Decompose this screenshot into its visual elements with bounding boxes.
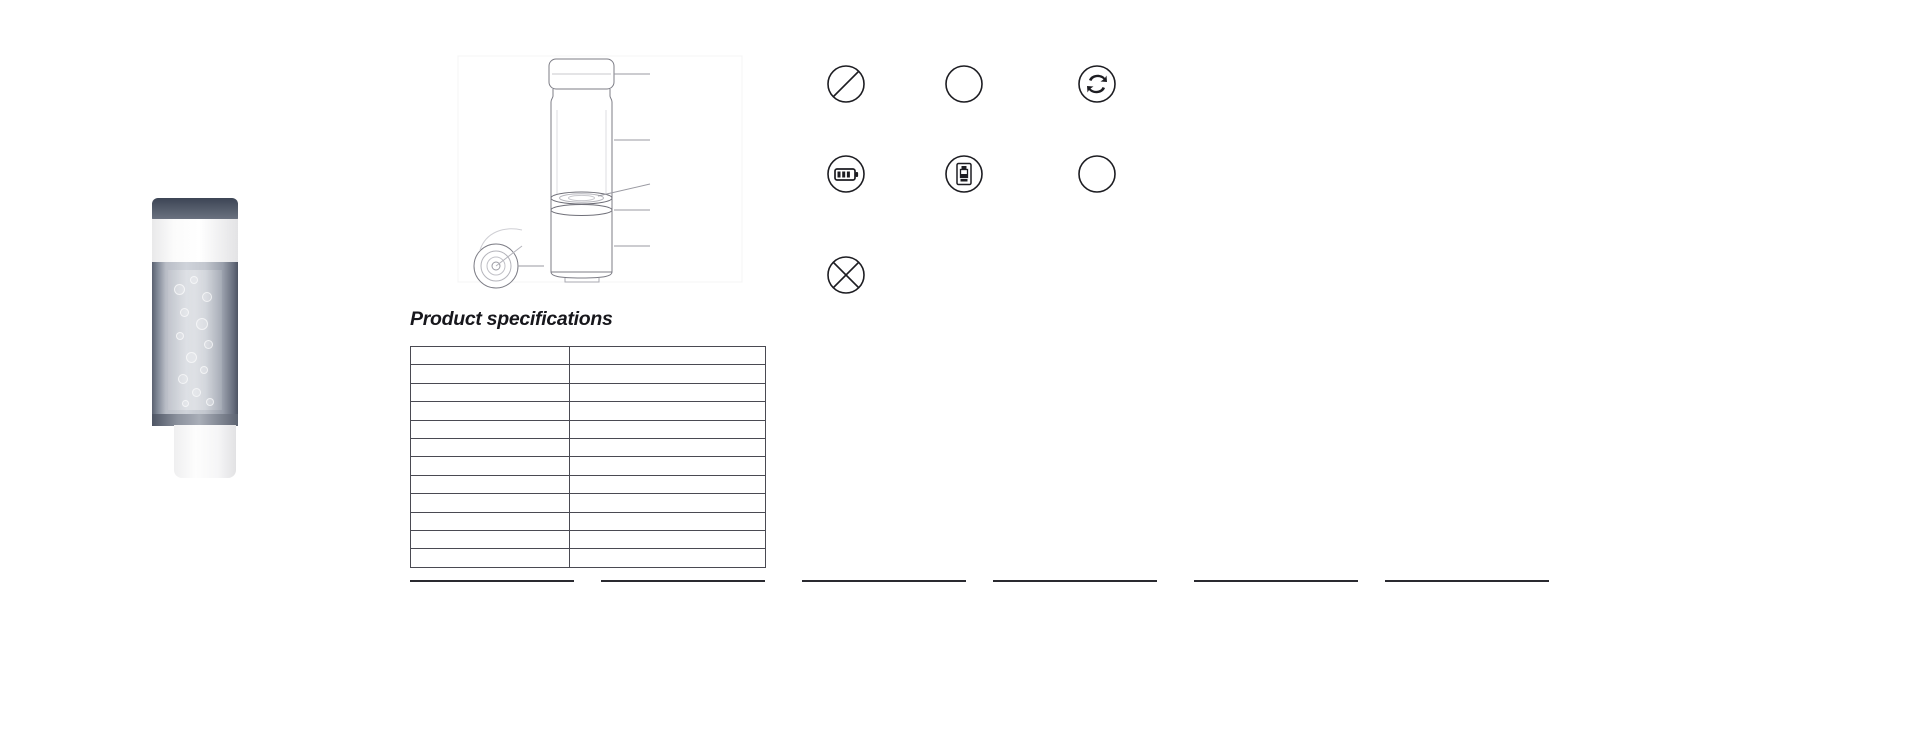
spec-key [411,347,570,365]
table-row [411,347,766,365]
specifications-table [410,346,766,568]
spec-value [570,494,766,512]
footer-rule-2 [601,580,765,582]
spec-value [570,457,766,475]
no-entry-slash-icon [820,58,872,110]
symbol-legend-grid [820,58,1150,303]
spec-value [570,420,766,438]
table-row [411,402,766,420]
footer-rule-1 [410,580,574,582]
spec-key [411,494,570,512]
bottle-bottom-cup [174,425,236,478]
table-row [411,512,766,530]
recycle-refresh-icon [1071,58,1123,110]
table-row [411,530,766,548]
spec-value [570,347,766,365]
spec-key [411,457,570,475]
footer-rule-3 [802,580,966,582]
bottle-cap [152,198,238,220]
spec-key [411,420,570,438]
footer-rule-5 [1194,580,1358,582]
empty-circle-icon [938,58,990,110]
bottle-exploded-diagram [452,50,752,293]
spec-value [570,365,766,383]
do-not-wash-cross-icon [820,249,872,301]
spec-value [570,549,766,567]
footer-rule-6 [1385,580,1549,582]
empty-circle-icon [1071,148,1123,200]
spec-value [570,512,766,530]
table-row [411,420,766,438]
spec-value [570,475,766,493]
spec-value [570,438,766,456]
spec-key [411,512,570,530]
spec-value [570,530,766,548]
spec-value [570,402,766,420]
product-photo [150,198,240,483]
spec-key [411,438,570,456]
bottle-in-box-icon [938,148,990,200]
spec-key [411,530,570,548]
bottle-water [168,270,222,410]
footer-rule-4 [993,580,1157,582]
battery-level-icon [820,148,872,200]
table-row [411,383,766,401]
spec-key [411,402,570,420]
spec-key [411,475,570,493]
page-title: Product specifications [410,308,613,330]
table-row [411,494,766,512]
bottle-neck [152,219,238,263]
spec-key [411,365,570,383]
spec-value [570,383,766,401]
table-row [411,457,766,475]
bottle-body [152,262,238,416]
table-row [411,549,766,567]
table-row [411,475,766,493]
table-row [411,365,766,383]
table-row [411,438,766,456]
spec-key [411,383,570,401]
spec-key [411,549,570,567]
